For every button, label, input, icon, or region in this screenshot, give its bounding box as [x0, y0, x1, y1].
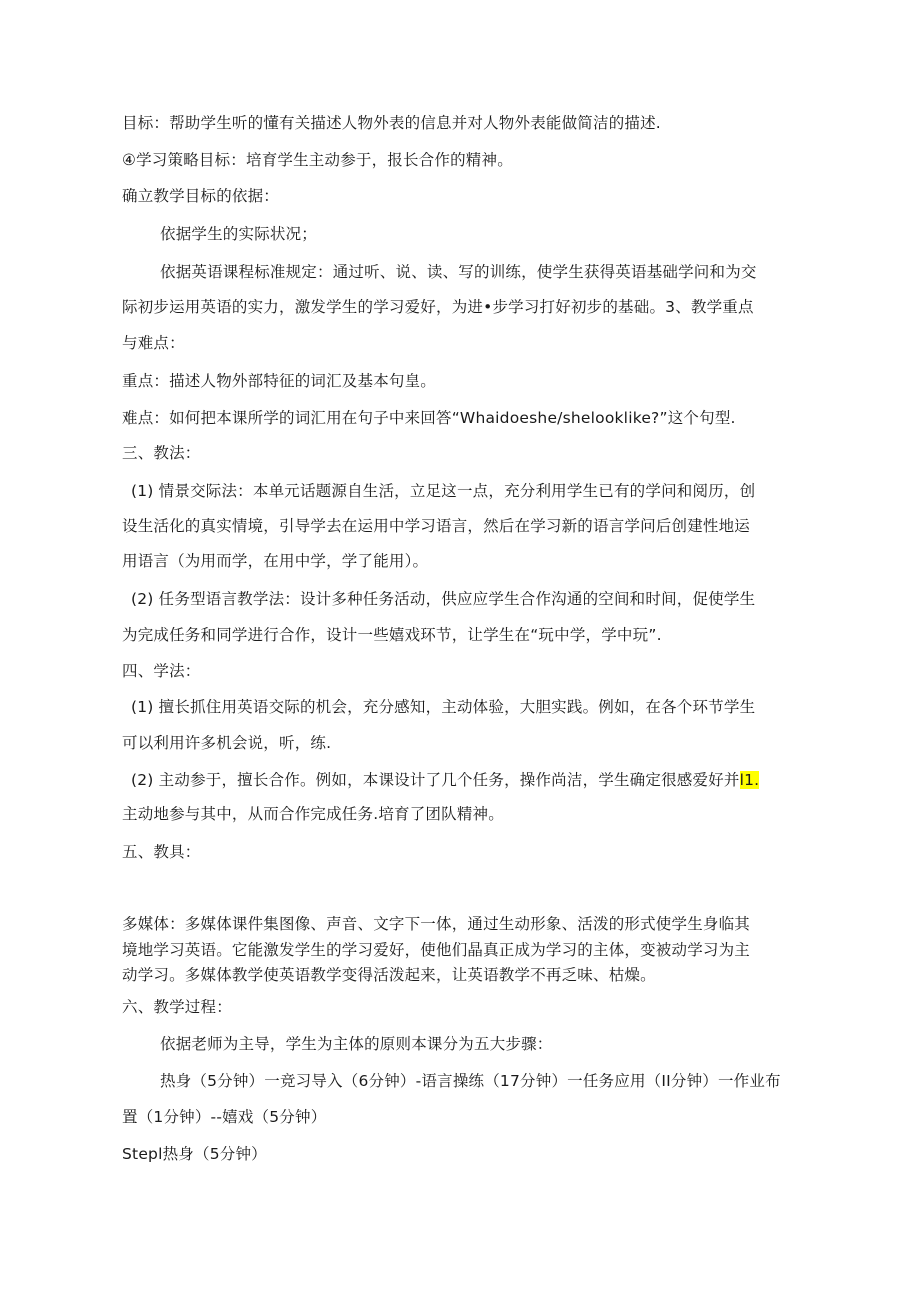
method-1-line-2: 设生活化的真实情境，引导学去在运用中学习语言，然后在学习新的语言学问后创建性地运 — [122, 517, 751, 535]
method-2-line-1: (2) 任务型语言教学法：设计多种任务活动，供应应学生合作沟通的空间和时间，促使学生 — [131, 590, 756, 608]
teaching-process-heading: 六、教学过程： — [122, 998, 232, 1016]
teaching-method-heading: 三、教法： — [122, 444, 201, 462]
learning-2-line-2: 主动地参与其中，从而合作完成任务.培育了团队精神。 — [122, 805, 504, 823]
learning-method-heading: 四、学法： — [122, 662, 201, 680]
key-point-line: 重点：描述人物外部特征的词汇及基本句皇。 — [122, 372, 437, 390]
multimedia-line-3: 动学习。多媒体教学使英语教学变得活泼起来，让英语教学不再乏味、枯燥。 — [122, 966, 656, 984]
highlighted-text: l1. — [739, 771, 760, 789]
multimedia-line-1: 多媒体：多媒体课件集图像、声音、文字下一体，通过生动形象、活泼的形式使学生身临其 — [122, 915, 751, 933]
learning-strategy-objective: ④学习策略目标：培育学生主动参于，报长合作的精神。 — [122, 151, 513, 169]
objective-line: 目标：帮助学生听的懂有关描述人物外表的信息并对人物外表能做简洁的描述. — [122, 114, 661, 132]
method-2-line-2: 为完成任务和同学进行合作，设计一些嬉戏环节，让学生在“玩中学，学中玩”. — [122, 626, 662, 644]
learning-2-line-1-text: (2) 主动参于，擅长合作。例如，本课设计了几个任务，操作尚洁，学生确定很感爱好并 — [131, 771, 740, 789]
step1-heading: Stepl热身（5分钟） — [122, 1145, 267, 1163]
method-1-line-1: (1) 情景交际法：本单元话题源自生活，立足这一点，充分利用学生已有的学问和阅历，创 — [131, 482, 756, 500]
difficulty-line: 难点：如何把本课所学的词汇用在句子中来回答“Whaidoeshe/shelooklike?”这个句型. — [122, 409, 736, 427]
objective-basis-heading: 确立教学目标的依据： — [122, 187, 280, 205]
method-1-line-3: 用语言（为用而学，在用中学，学了能用）。 — [122, 552, 429, 570]
basis-curriculum-line-2: 际初步运用英语的实力，激发学生的学习爱好，为进•步学习打好初步的基础。3、教学重点 — [122, 298, 754, 316]
process-principle: 依据老师为主导，学生为主体的原则本课分为五大步骤： — [160, 1035, 553, 1053]
teaching-aids-heading: 五、教具： — [122, 843, 201, 861]
learning-1-line-2: 可以利用许多机会说，听，练. — [122, 734, 332, 752]
basis-student-situation: 依据学生的实际状况； — [160, 225, 318, 243]
learning-2-line-1 — [131, 770, 759, 790]
process-steps-line-2: 置（1分钟）--嬉戏（5分钟） — [122, 1108, 327, 1126]
multimedia-line-2: 境地学习英语。它能激发学生的学习爱好，使他们晶真正成为学习的主体，变被动学习为主 — [122, 941, 751, 959]
basis-curriculum-line-3: 与难点： — [122, 334, 185, 352]
learning-1-line-1: (1) 擅长抓住用英语交际的机会，充分感知，主动体验，大胆实践。例如，在各个环节学生 — [131, 698, 756, 716]
process-steps-line-1: 热身（5分钟）一竞习导入（6分钟）-语言操练（17分钟）一任务应用（II分钟）一作业布 — [160, 1072, 781, 1090]
basis-curriculum-line-1: 依据英语课程标准规定：通过听、说、读、写的训练，使学生获得英语基础学问和为交 — [160, 263, 757, 281]
